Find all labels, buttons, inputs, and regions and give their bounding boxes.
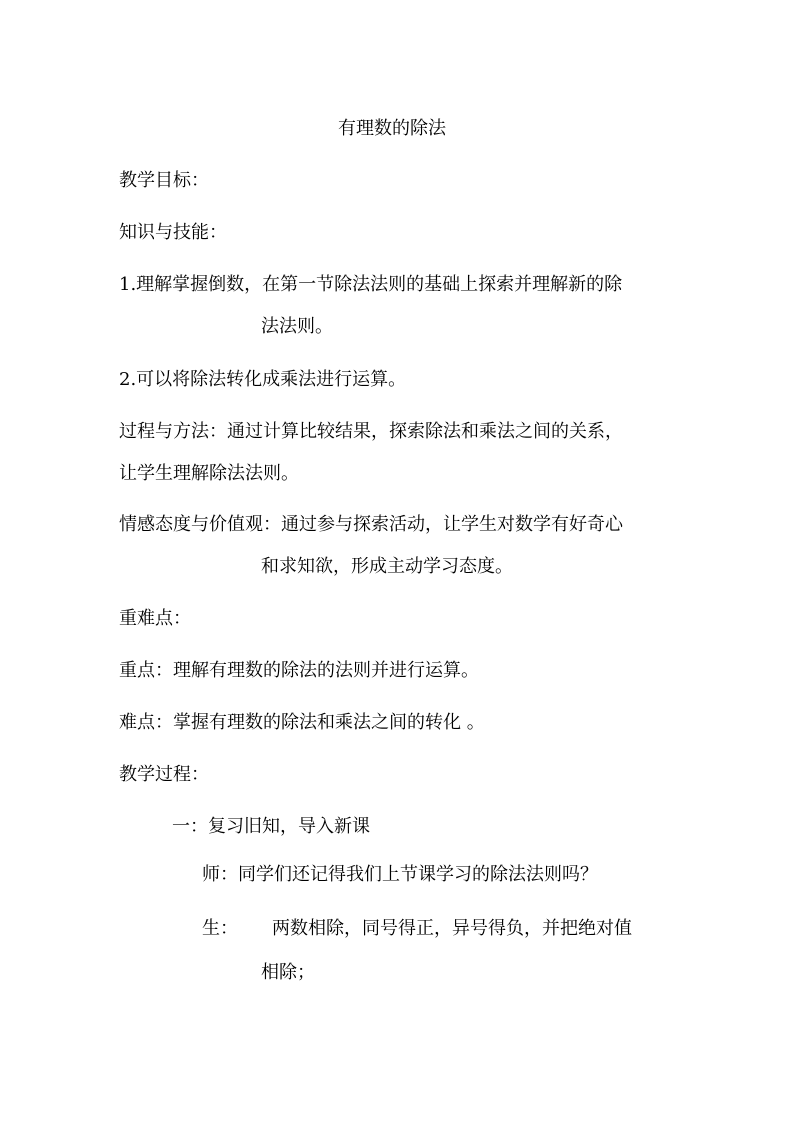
process-method-line-2: 让学生理解除法法则。 bbox=[119, 463, 299, 484]
student-label: 生： bbox=[202, 918, 238, 939]
teaching-process-heading: 教学过程： bbox=[119, 764, 209, 785]
knowledge-item-1-line-2: 法法则。 bbox=[261, 316, 333, 337]
student-line-1: 两数相除，同号得正，异号得负，并把绝对值 bbox=[272, 918, 632, 939]
objectives-heading: 教学目标： bbox=[119, 170, 209, 191]
knowledge-item-2: 2.可以将除法转化成乘法进行运算。 bbox=[119, 369, 407, 390]
knowledge-heading: 知识与技能： bbox=[119, 222, 227, 243]
difficult-point: 难点：掌握有理数的除法和乘法之间的转化 。 bbox=[119, 712, 485, 733]
page-title: 有理数的除法 bbox=[338, 118, 446, 139]
process-method-line-1: 过程与方法：通过计算比较结果，探索除法和乘法之间的关系， bbox=[119, 421, 623, 442]
knowledge-item-1-line-1: 1.理解掌握倒数，在第一节除法法则的基础上探索并理解新的除 bbox=[119, 274, 623, 295]
emotion-line-1: 情感态度与价值观：通过参与探索活动，让学生对数学有好奇心 bbox=[119, 514, 623, 535]
student-line-2: 相除； bbox=[261, 962, 315, 983]
key-point: 重点：理解有理数的除法的法则并进行运算。 bbox=[119, 660, 479, 681]
key-difficult-heading: 重难点： bbox=[119, 608, 191, 629]
section-1-heading: 一：复习旧知，导入新课 bbox=[172, 816, 370, 837]
teacher-line: 师：同学们还记得我们上节课学习的除法法则吗？ bbox=[202, 864, 598, 885]
emotion-line-2: 和求知欲，形成主动学习态度。 bbox=[261, 556, 513, 577]
